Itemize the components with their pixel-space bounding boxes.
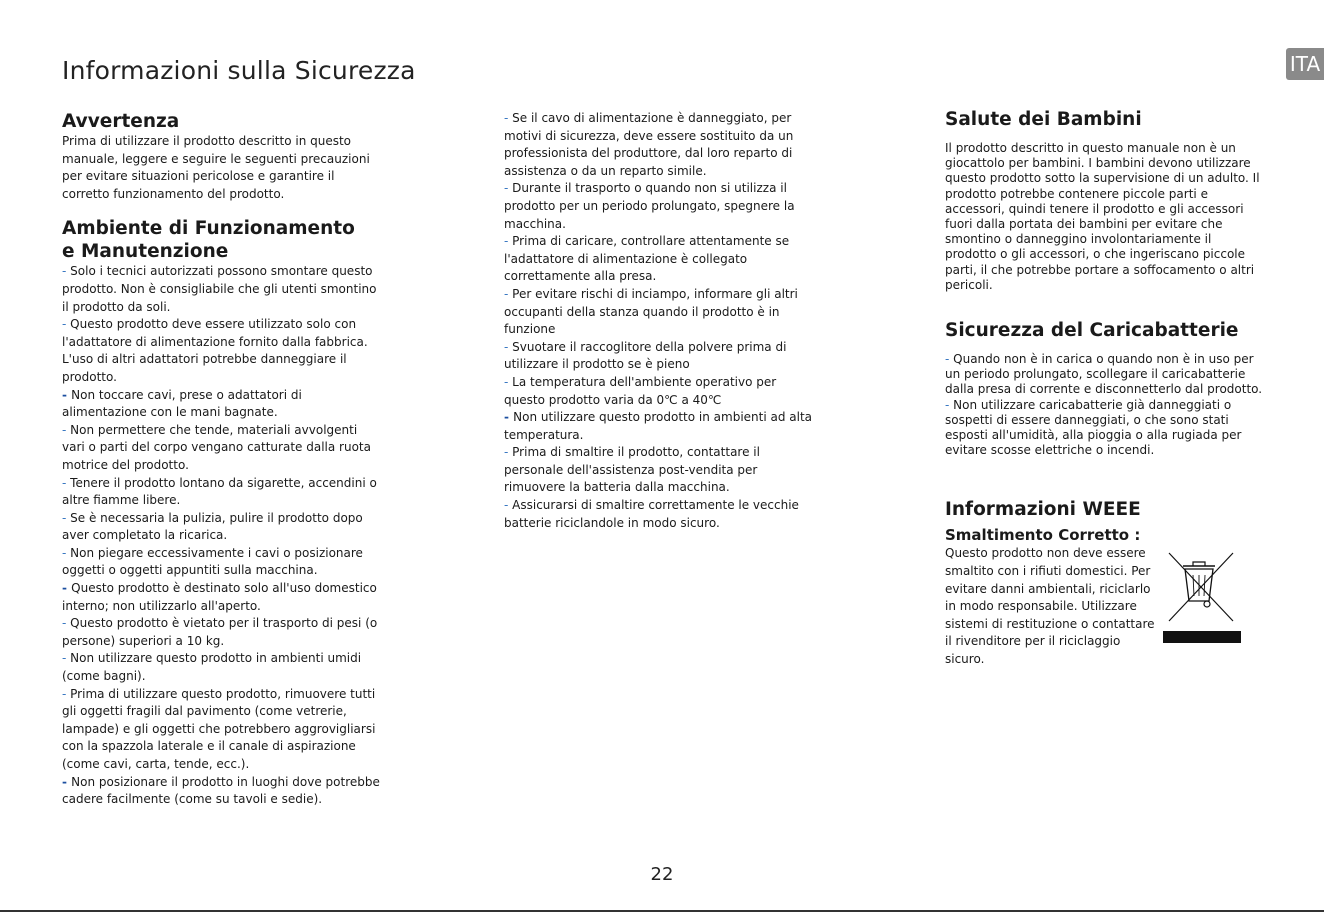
- page-number: 22: [650, 864, 674, 885]
- weee-subheading: Smaltimento Corretto :: [945, 526, 1141, 545]
- list-item: - Prima di smaltire il prodotto, contattare il personale dell'assistenza post-vendita per rimuovere la batteria dalla macchina.: [504, 445, 760, 495]
- crossed-out-wheelie-bin-icon: [1163, 549, 1241, 649]
- charger-list: [945, 352, 1263, 458]
- children-text: Il prodotto descritto in questo manuale non è un giocattolo per bambini. I bambini devono utilizzare questo prodotto sotto la supervisione di un adulto. Il prodotto potrebbe contenere piccole parti e accessori, quindi tenere il prodotto e gli accessori fuori dalla portata dei bambini per evitare che smontino o danneggino involontariamente il prodotto o gli accessori, o che ingeriscano piccole parti, il che potrebbe portare a soffocamento o altri pericoli.: [945, 141, 1260, 292]
- list-item: - Durante il trasporto o quando non si utilizza il prodotto per un periodo prolungato, spegnere la macchina.: [504, 181, 795, 231]
- list-item: - Per evitare rischi di inciampo, informare gli altri occupanti della stanza quando il prodotto è in funzione: [504, 286, 798, 337]
- children-heading: Salute dei Bambini: [945, 109, 1142, 130]
- list-item: - Questo prodotto è vietato per il trasporto di pesi (o persone) superiori a 10 kg.: [62, 616, 378, 648]
- list-item: - Solo i tecnici autorizzati possono smontare questo prodotto. Non è consigliabile che gli utenti smontino il prodotto da soli.: [62, 264, 377, 314]
- right-column: [945, 108, 1263, 669]
- warning-heading: Avvertenza: [62, 111, 180, 132]
- list-item: - Se il cavo di alimentazione è danneggiato, per motivi di sicurezza, deve essere sostituito da un professionista del produttore, dal loro reparto di assistenza o da un reparto simile.: [504, 111, 794, 178]
- middle-column: [504, 110, 820, 532]
- bottom-rule: [0, 910, 1324, 912]
- weee-text: Questo prodotto non deve essere smaltito con i rifiuti domestici. Per evitare danni ambientali, riciclarlo in modo responsabile. Utilizzare sistemi di restituzione o contattare il rivenditore per il riciclaggio sicuro.: [945, 546, 1155, 667]
- list-item: - Non posizionare il prodotto in luoghi dove potrebbe cadere facilmente (come su tavoli e sedie).: [62, 774, 380, 807]
- environment-heading-line1: Ambiente di Funzionamento: [62, 218, 355, 240]
- list-item: - Questo prodotto deve essere utilizzato solo con l'adattatore di alimentazione fornito dalla fabbrica. L'uso di altri adattatori potrebbe danneggiare il prodotto.: [62, 317, 368, 384]
- page-title: Informazioni sulla Sicurezza: [62, 56, 416, 85]
- weee-heading: Informazioni WEEE: [945, 499, 1141, 521]
- list-item: - Non utilizzare caricabatterie già danneggiati o sospetti di essere danneggiati, o che sono stati esposti all'umidità, alla pioggia o alla rugiada per evitare scosse elettriche o incendi.: [945, 397, 1242, 458]
- list-item: - Svuotare il raccoglitore della polvere prima di utilizzare il prodotto se è pieno: [504, 339, 787, 372]
- charger-heading: Sicurezza del Caricabatterie: [945, 320, 1239, 342]
- list-item: - Prima di caricare, controllare attentamente se l'adattatore di alimentazione è collegato correttamente alla presa.: [504, 234, 790, 284]
- list-item: - Tenere il prodotto lontano da sigarette, accendini o altre fiamme libere.: [62, 475, 377, 508]
- language-tab: ITA: [1286, 48, 1324, 80]
- list-item: - La temperatura dell'ambiente operativo per questo prodotto varia da 0℃ a 40℃: [504, 374, 777, 407]
- weee-section: [945, 545, 1263, 668]
- environment-list: [62, 263, 382, 808]
- list-item: - Prima di utilizzare questo prodotto, rimuovere tutti gli oggetti fragili dal pavimento (come vetrerie, lampade) e gli oggetti che potrebbero aggrovigliarsi con la spazzola laterale e il canale di aspirazione (come cavi, carta, tende, ecc.).: [62, 686, 376, 771]
- list-item: - Questo prodotto è destinato solo all'uso domestico interno; non utilizzarlo all'aperto.: [62, 581, 377, 613]
- list-item: - Quando non è in carica o quando non è in uso per un periodo prolungato, scollegare il caricabatterie dalla presa di corrente e disconnetterlo dal prodotto.: [945, 352, 1263, 397]
- list-item: - Assicurarsi di smaltire correttamente le vecchie batterie riciclandole in modo sicuro.: [504, 498, 799, 530]
- left-column: [62, 110, 382, 809]
- list-item: - Non toccare cavi, prese o adattatori di alimentazione con le mani bagnate.: [62, 387, 302, 420]
- list-item: - Non piegare eccessivamente i cavi o posizionare oggetti o oggetti appuntiti sulla macchina.: [62, 545, 363, 578]
- list-item: - Non utilizzare questo prodotto in ambienti ad alta temperatura.: [504, 410, 813, 442]
- middle-list: [504, 110, 820, 532]
- list-item: - Non utilizzare questo prodotto in ambienti umidi (come bagni).: [62, 651, 362, 684]
- list-item: - Se è necessaria la pulizia, pulire il prodotto dopo aver completato la ricarica.: [62, 510, 363, 543]
- warning-text: Prima di utilizzare il prodotto descritto in questo manuale, leggere e seguire le seguenti precauzioni per evitare situazioni pericolose e garantire il corretto funzionamento del prodotto.: [62, 134, 370, 201]
- environment-heading: [62, 217, 382, 263]
- environment-heading-line2: e Manutenzione: [62, 241, 229, 263]
- list-item: - Non permettere che tende, materiali avvolgenti vari o parti del corpo vengano catturate dalla ruota motrice del prodotto.: [62, 422, 371, 472]
